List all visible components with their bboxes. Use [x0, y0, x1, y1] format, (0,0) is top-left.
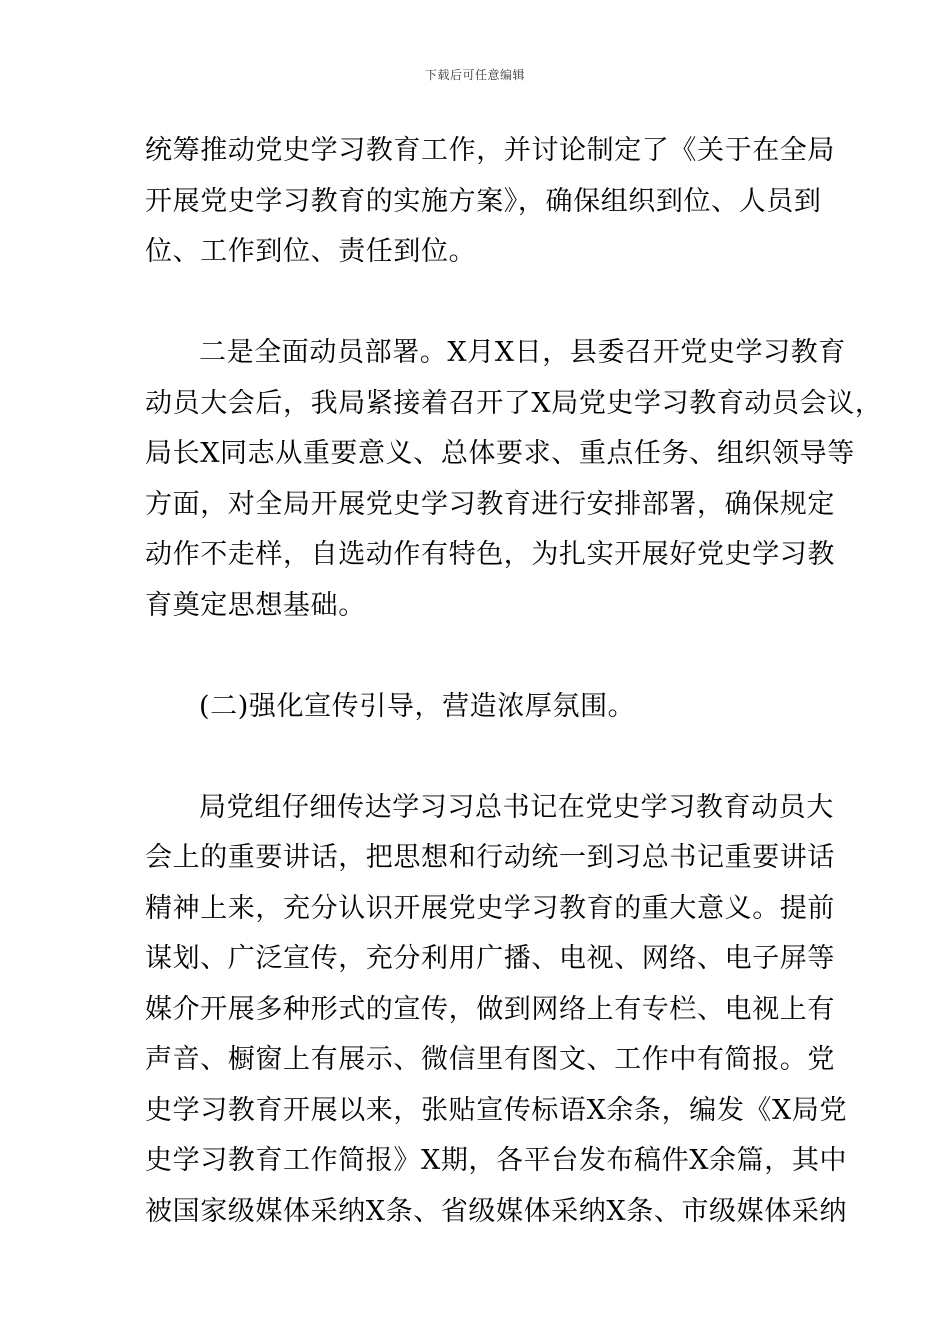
- paragraph-line: 谋划、广泛宣传，充分利用广播、电视、网络、电子屏等: [145, 943, 835, 974]
- paragraph-line: 媒介开展多种形式的宣传，做到网络上有专栏、电视上有: [145, 993, 835, 1025]
- paragraph-line: 动员大会后，我局紧接着召开了X局党史学习教育动员会议，: [145, 387, 883, 419]
- paragraph-line: 声音、橱窗上有展示、微信里有图文、工作中有简报。党: [145, 1044, 835, 1075]
- paragraph-gap: [145, 631, 810, 682]
- paragraph-gap: [145, 278, 810, 329]
- paragraph-line: 育奠定思想基础。: [145, 589, 366, 621]
- paragraph-line: 位、工作到位、责任到位。: [145, 236, 477, 267]
- paragraph-line: 方面，对全局开展党史学习教育进行安排部署，确保规定: [145, 488, 835, 520]
- section-heading: (二)强化宣传引导，营造浓厚氛围。: [199, 690, 636, 722]
- paragraph-line: 开展党史学习教育的实施方案》，确保组织到位、人员到: [145, 185, 822, 217]
- paragraph-line: 动作不走样，自选动作有特色，为扎实开展好党史学习教: [145, 539, 835, 570]
- document-body: [145, 126, 883, 1237]
- paragraph-line: 会上的重要讲话，把思想和行动统一到习总书记重要讲话: [145, 842, 835, 873]
- paragraph-line: 史学习教育工作简报》X期，各平台发布稿件X余篇，其中: [145, 1145, 848, 1176]
- paragraph-line: 二是全面动员部署。X月X日，县委召开党史学习教育: [199, 337, 846, 368]
- paragraph-line: 被国家级媒体采纳X条、省级媒体采纳X条、市级媒体采纳: [145, 1195, 848, 1227]
- header-note: 下载后可任意编辑: [424, 68, 525, 82]
- paragraph-line: 局党组仔细传达学习习总书记在党史学习教育动员大: [199, 791, 834, 823]
- paragraph-line: 统筹推动党史学习教育工作，并讨论制定了《关于在全局: [145, 135, 835, 166]
- paragraph-line: 精神上来，充分认识开展党史学习教育的重大意义。提前: [145, 892, 835, 924]
- paragraph-line: 史学习教育开展以来，张贴宣传标语X余条，编发《X局党: [145, 1094, 848, 1126]
- paragraph-line: 局长X同志从重要意义、总体要求、重点任务、组织领导等: [145, 438, 855, 469]
- paragraph-gap: [145, 732, 810, 783]
